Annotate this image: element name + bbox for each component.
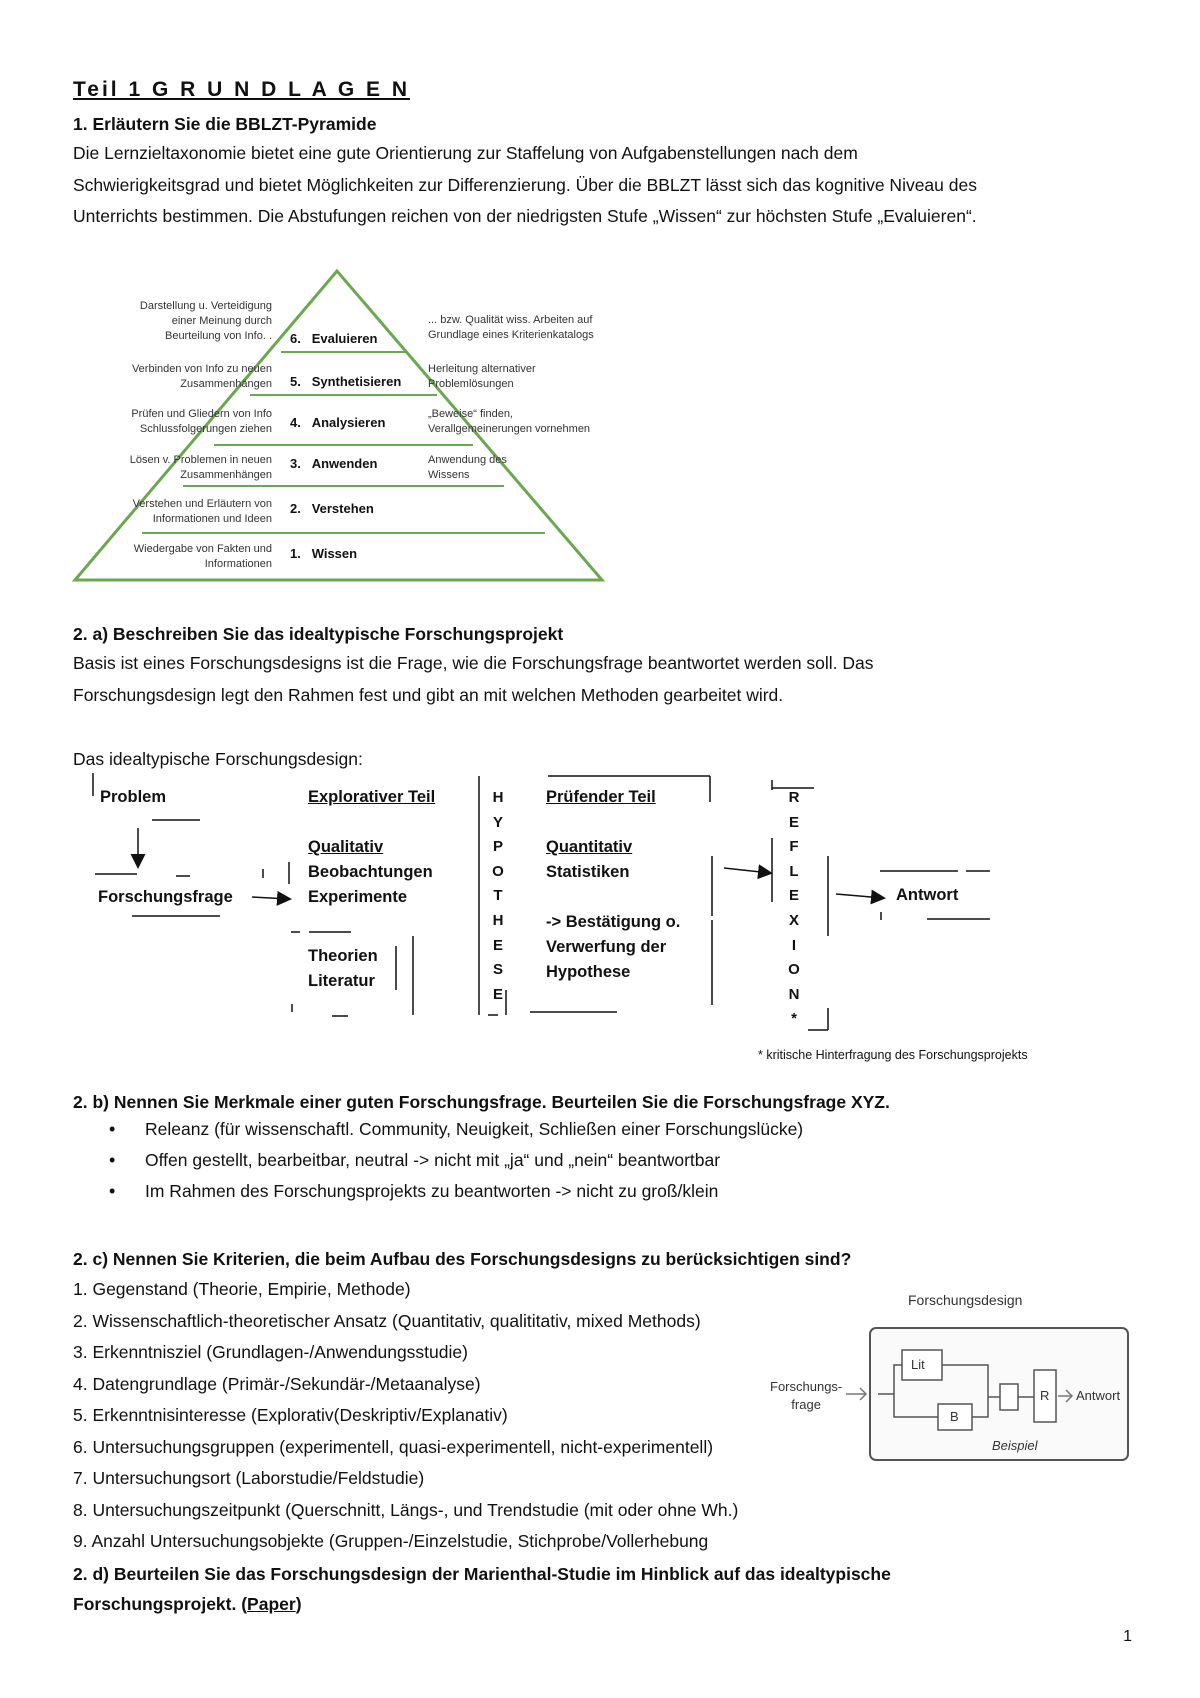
list-item: 7. Untersuchungsort (Laborstudie/Feldstudie) xyxy=(73,1468,425,1488)
sketch-lit-label: Lit xyxy=(911,1357,925,1372)
list-item: 8. Untersuchungszeitpunkt (Querschnitt, Längs-, und Trendstudie (mit oder ohne Wh.) xyxy=(73,1499,739,1520)
text-line: Die Lernzieltaxonomie bietet eine gute Orientierung zur Staffelung von Aufgabenstellungen nach dem xyxy=(73,143,858,163)
design-reflexion-vertical: R E F L E X I O N * xyxy=(788,789,800,1028)
text-line: Forschungsdesign legt den Rahmen fest und gibt an mit welchen Methoden gearbeitet wird. xyxy=(73,684,784,705)
list-item: • Offen gestellt, bearbeitbar, neutral -> nicht mit „ja“ und „nein“ beantwortbar xyxy=(73,1145,803,1176)
design-footnote: * kritische Hinterfragung des Forschungsprojekts xyxy=(758,1048,1028,1062)
list-item: 6. Untersuchungsgruppen (experimentell, quasi-experimentell, nicht-experimentell) xyxy=(73,1436,714,1457)
question-2b-heading: 2. b) Nennen Sie Merkmale einer guten Forschungsfrage. Beurteilen Sie die Forschungsfrage XYZ. xyxy=(73,1092,890,1112)
sketch-box-mid xyxy=(1000,1384,1018,1410)
pyramid-step-1: 1. Wissen xyxy=(290,546,358,561)
list-item: 5. Erkenntnisinteresse (Explorativ(Deskriptiv/Explanativ) xyxy=(73,1405,508,1425)
question-2b-list xyxy=(73,1114,803,1207)
question-2c-criteria xyxy=(73,1274,738,1558)
page-title: Teil 1 G R U N D L A G E N xyxy=(73,78,411,101)
design-antwort: Antwort xyxy=(896,886,959,904)
pyramid-left-label-6: Darstellung u. Verteidigung einer Meinung durch Beurteilung von Info. . xyxy=(139,300,272,342)
pyramid-left-label-4: Prüfen und Gliedern von Info Schlussfolgerungen ziehen xyxy=(131,408,272,435)
design-beobachtungen: Beobachtungen xyxy=(308,863,433,881)
design-experimente: Experimente xyxy=(308,888,408,906)
design-statistiken: Statistiken xyxy=(546,863,630,881)
question-1-heading: 1. Erläutern Sie die BBLZT-Pyramide xyxy=(73,114,377,134)
pyramid-right-label-5: Herleitung alternativer Problemlösungen xyxy=(428,363,536,390)
design-hypothese-vertical: H Y P O T H E S E xyxy=(492,789,504,1003)
design-explorativ-title: Explorativer Teil xyxy=(308,788,436,806)
sketch-title: Forschungsdesign xyxy=(908,1292,1023,1308)
pyramid-step-4: 4. Analysieren xyxy=(290,415,386,430)
list-item: 9. Anzahl Untersuchungsobjekte (Gruppen-/Einzelstudie, Stichprobe/Vollerhebung xyxy=(73,1531,709,1551)
pyramid-left-label-1: Wiedergabe von Fakten und Informationen xyxy=(133,543,272,570)
text-line: Basis ist eines Forschungsdesigns ist die Frage, wie die Forschungsfrage beantwortet werden soll. Das xyxy=(73,653,874,673)
page-number: 1 xyxy=(1123,1628,1132,1645)
sketch-b-label: B xyxy=(950,1409,959,1424)
text-line: Schwierigkeitsgrad und bietet Möglichkeiten zur Differenzierung. Über die BBLZT lässt sich das kognitive Niveau des xyxy=(73,174,977,195)
sketch-output-label: Antwort xyxy=(1076,1388,1121,1403)
pyramid-left-label-5: Verbinden von Info zu neuen Zusammenhängen xyxy=(131,363,272,390)
sketch-r-label: R xyxy=(1040,1388,1050,1403)
sketch-input-arrow xyxy=(846,1388,866,1400)
text-line: Unterrichts bestimmen. Die Abstufungen reichen von der niedrigsten Stufe „Wissen“ zur höchsten Stufe „Evaluieren“. xyxy=(73,206,977,226)
research-design-sketch xyxy=(770,1292,1140,1470)
paper-link[interactable]: Paper xyxy=(247,1594,296,1614)
list-item: 4. Datengrundlage (Primär-/Sekundär-/Metaanalyse) xyxy=(73,1373,481,1394)
design-intro: Das idealtypische Forschungsdesign: xyxy=(73,749,363,769)
question-2d-heading-line2: Forschungsprojekt. (Paper) xyxy=(73,1594,302,1614)
question-2d-heading-line1: 2. d) Beurteilen Sie das Forschungsdesign der Marienthal-Studie im Hinblick auf das idealtypische xyxy=(73,1564,891,1584)
list-item: 1. Gegenstand (Theorie, Empirie, Methode) xyxy=(73,1279,411,1299)
design-bestaetigung-3: Hypothese xyxy=(546,963,631,981)
pyramid-right-label-4: „Beweise“ finden, Verallgemeinerungen vornehmen xyxy=(428,408,591,435)
pyramid-step-5: 5. Synthetisieren xyxy=(290,374,402,389)
design-forschungsfrage: Forschungsfrage xyxy=(98,888,233,906)
question-2c-heading: 2. c) Nennen Sie Kriterien, die beim Aufbau des Forschungsdesigns zu berücksichtigen sind? xyxy=(73,1249,852,1269)
pyramid-step-2: 2. Verstehen xyxy=(290,501,374,516)
list-item: 2. Wissenschaftlich-theoretischer Ansatz (Quantitativ, qualititativ, mixed Methods) xyxy=(73,1310,701,1331)
list-item: • Im Rahmen des Forschungsprojekts zu beantworten -> nicht zu groß/klein xyxy=(73,1176,803,1207)
pyramid-right-label-6: ... bzw. Qualität wiss. Arbeiten auf Grundlage eines Kriterienkatalogs xyxy=(428,314,594,341)
pyramid-right-label-3: Anwendung des Wissens xyxy=(428,454,507,481)
arrow-to-antwort xyxy=(836,894,883,898)
list-item: 3. Erkenntnisziel (Grundlagen-/Anwendungsstudie) xyxy=(73,1342,468,1362)
pyramid-left-label-2: Verstehen und Erläutern von Informationen und Ideen xyxy=(132,498,272,525)
list-item: • Releanz (für wissenschaftl. Community, Neuigkeit, Schließen einer Forschungslücke) xyxy=(73,1114,803,1145)
arrow-to-reflexion xyxy=(724,868,770,873)
pyramid-step-6: 6. Evaluieren xyxy=(290,331,378,346)
design-problem: Problem xyxy=(100,788,167,806)
design-bestaetigung-2: Verwerfung der xyxy=(546,938,667,956)
design-qualitativ: Qualitativ xyxy=(308,838,384,856)
sketch-caption: Beispiel xyxy=(992,1438,1038,1453)
design-pruefend-title: Prüfender Teil xyxy=(546,788,656,806)
pyramid-left-label-3: Lösen v. Problemen in neuen Zusammenhängen xyxy=(129,454,272,481)
design-theorien: Theorien xyxy=(308,947,378,965)
design-literatur: Literatur xyxy=(308,972,375,990)
question-2a-heading: 2. a) Beschreiben Sie das idealtypische Forschungsprojekt xyxy=(73,624,564,644)
sketch-input-label: Forschungs- frage xyxy=(770,1379,843,1412)
pyramid-step-3: 3. Anwenden xyxy=(290,456,378,471)
arrow-to-explorativ xyxy=(252,897,289,899)
design-bestaetigung-1: -> Bestätigung o. xyxy=(546,913,681,931)
design-quantitativ: Quantitativ xyxy=(546,838,633,856)
